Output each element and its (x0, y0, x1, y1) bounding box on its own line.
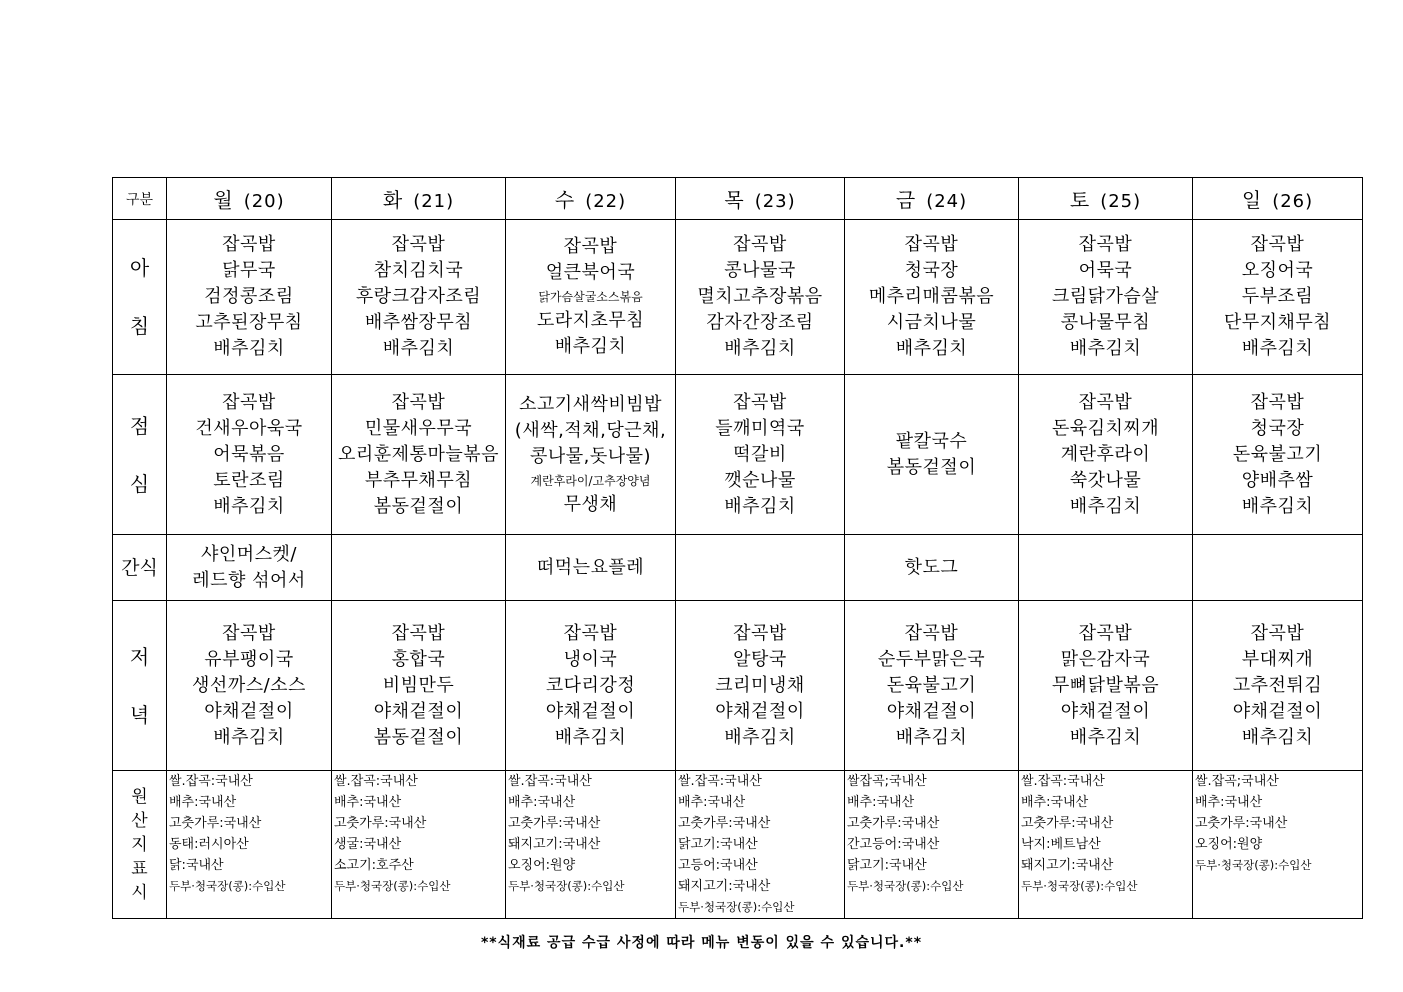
label-char: 녁 (129, 702, 150, 727)
day-date: (21) (413, 191, 455, 212)
menu-item: 메추리매콤볶음 (868, 286, 995, 307)
snack-cell (845, 535, 1019, 601)
menu-item: 야채겉절이 (886, 700, 977, 722)
origin-cell (1019, 771, 1193, 919)
snack-cell (506, 535, 676, 601)
menu-item: 콩나물무침 (1060, 312, 1151, 333)
dinner-cell (1019, 601, 1193, 771)
menu-item: 잡곡밥 (391, 234, 446, 255)
origin-item: 고등어:국내산 (678, 858, 758, 873)
menu-item: 배추김치 (1241, 495, 1314, 517)
menu-item: 계란후라이/고추장양념 (530, 473, 651, 488)
origin-item: 돼지고기:국내산 (678, 879, 771, 894)
day-name: 목 (724, 188, 745, 212)
footer-notice: **식재료 공급 수급 사정에 따라 메뉴 변동이 있을 수 있습니다.** (480, 935, 923, 951)
menu-item: 돈육불고기 (1232, 443, 1323, 465)
day-header-mon (167, 178, 332, 220)
origin-item: 두부·청국장(콩):수입산 (678, 900, 795, 914)
menu-item: 잡곡밥 (1078, 622, 1133, 644)
menu-item: 잡곡밥 (733, 391, 787, 413)
menu-item: 냉이국 (563, 648, 618, 670)
origin-item: 간고등어:국내산 (847, 837, 940, 852)
label-char: 심 (129, 471, 150, 496)
breakfast-cell (845, 220, 1019, 375)
origin-cell (845, 771, 1019, 919)
label-char: 지 (131, 834, 148, 855)
menu-item: 알탕국 (733, 648, 787, 670)
origin-item: 두부·청국장(콩):수입산 (1195, 858, 1312, 872)
dinner-cell (332, 601, 506, 771)
snack-cell (676, 535, 845, 601)
day-date: (22) (585, 191, 627, 212)
menu-item: 시금치나물 (886, 312, 977, 333)
menu-item: 떠먹는요플레 (536, 556, 645, 578)
menu-item: 배추김치 (1069, 726, 1142, 748)
menu-item: 레드향 섞어서 (192, 569, 306, 591)
menu-item: 배추김치 (554, 726, 627, 748)
menu-item: 배추김치 (1069, 495, 1142, 517)
menu-item: 배추김치 (895, 726, 968, 748)
menu-item: 무생채 (563, 493, 618, 515)
menu-item: 야채겉절이 (204, 700, 294, 722)
snack-cell (332, 535, 506, 601)
breakfast-label (113, 220, 167, 375)
menu-item: 부추무채무침 (364, 469, 473, 491)
menu-item: 핫도그 (904, 556, 959, 578)
dinner-cell (506, 601, 676, 771)
day-header-thu (676, 178, 845, 220)
menu-item: 야채겉절이 (373, 700, 464, 722)
origin-cell (1193, 771, 1363, 919)
menu-item: 배추김치 (213, 726, 285, 748)
menu-item: 잡곡밥 (391, 391, 446, 413)
origin-item: 두부·청국장(콩):수입산 (334, 879, 451, 893)
dinner-row (113, 601, 1363, 771)
menu-item: 봄동겉절이 (373, 495, 464, 517)
breakfast-cell (167, 220, 332, 375)
menu-item: 감자간장조림 (706, 312, 814, 333)
breakfast-cell (1019, 220, 1193, 375)
breakfast-cell (332, 220, 506, 375)
menu-item: 어묵볶음 (213, 443, 285, 465)
menu-item: 야채겉절이 (1232, 700, 1323, 722)
snack-cell (1019, 535, 1193, 601)
lunch-cell (676, 375, 845, 535)
menu-item: 배추김치 (724, 726, 796, 748)
menu-item: 샤인머스켓/ (200, 543, 297, 565)
menu-item: 닭가슴살굴소스볶음 (538, 290, 643, 304)
origin-item: 배추:국내산 (334, 795, 402, 810)
dinner-cell (845, 601, 1019, 771)
weekly-menu-table (112, 177, 1363, 919)
origin-item: 소고기:호주산 (334, 858, 414, 873)
dinner-cell (167, 601, 332, 771)
menu-item: 순두부맑은국 (877, 648, 986, 670)
day-date: (23) (754, 191, 796, 212)
origin-row (113, 771, 1363, 919)
origin-item: 동태:러시아산 (169, 837, 249, 852)
origin-item: 두부·청국장(콩):수입산 (508, 879, 625, 893)
menu-item: 생선까스/소스 (192, 674, 306, 696)
menu-item: 민물새우무국 (364, 417, 473, 439)
menu-item: 봄동겉절이 (373, 726, 464, 748)
lunch-cell (1193, 375, 1363, 535)
menu-item: 검정콩조림 (204, 286, 294, 307)
menu-item: 잡곡밥 (733, 622, 787, 644)
menu-item: 얼큰북어국 (545, 262, 636, 283)
origin-label (113, 771, 167, 919)
menu-item: 배추김치 (1241, 726, 1314, 748)
label-char: 시 (131, 882, 148, 903)
menu-item: 배추김치 (554, 336, 627, 357)
menu-item: 배추쌈장무침 (364, 312, 473, 333)
origin-item: 고춧가루:국내산 (1195, 816, 1288, 831)
menu-item: 부대찌개 (1241, 648, 1314, 670)
menu-item: 잡곡밥 (1078, 234, 1133, 255)
origin-cell (676, 771, 845, 919)
menu-item: 떡갈비 (733, 443, 787, 465)
snack-cell (1193, 535, 1363, 601)
menu-item: 잡곡밥 (904, 234, 959, 255)
origin-item: 생굴:국내산 (334, 837, 402, 852)
menu-item: 잡곡밥 (563, 236, 618, 257)
menu-item: 팥칼국수 (895, 430, 968, 452)
label-char: 표 (131, 858, 148, 879)
day-name: 화 (382, 188, 404, 212)
menu-item: 오리훈제통마늘볶음 (338, 443, 499, 465)
lunch-row (113, 375, 1363, 535)
origin-item: 쌀.잡곡:국내산 (169, 774, 253, 789)
menu-item: 건새우아욱국 (195, 417, 303, 439)
menu-item: 야채겉절이 (545, 700, 636, 722)
menu-item: 잡곡밥 (733, 234, 787, 255)
breakfast-cell (1193, 220, 1363, 375)
menu-item: 단무지채무침 (1223, 312, 1332, 333)
menu-item: 청국장 (904, 260, 959, 281)
menu-item: 돈육불고기 (886, 674, 977, 696)
snack-row (113, 535, 1363, 601)
menu-item: 배추김치 (1241, 338, 1314, 359)
day-header-sun (1193, 178, 1363, 220)
origin-item: 고춧가루:국내산 (169, 816, 262, 831)
label-char: 아 (129, 256, 150, 280)
origin-item: 고춧가루:국내산 (678, 816, 771, 831)
day-name: 금 (895, 188, 917, 212)
origin-item: 배추:국내산 (678, 795, 746, 810)
breakfast-cell (676, 220, 845, 375)
origin-item: 배추:국내산 (1195, 795, 1263, 810)
lunch-cell (167, 375, 332, 535)
origin-item: 두부·청국장(콩):수입산 (847, 879, 964, 893)
origin-item: 닭고기:국내산 (847, 858, 927, 873)
menu-item: 고추된장무침 (195, 312, 303, 333)
origin-item: 고춧가루:국내산 (508, 816, 601, 831)
breakfast-row (113, 220, 1363, 375)
origin-item: 고춧가루:국내산 (334, 816, 427, 831)
menu-item: 콩나물,돗나물) (529, 445, 652, 467)
day-name: 월 (213, 188, 234, 212)
origin-item: 배추:국내산 (508, 795, 576, 810)
lunch-cell (1019, 375, 1193, 535)
origin-item: 돼지고기:국내산 (508, 837, 601, 852)
origin-cell (167, 771, 332, 919)
label-char: 침 (129, 314, 150, 338)
origin-cell (506, 771, 676, 919)
day-date: (26) (1272, 191, 1314, 212)
day-header-wed (506, 178, 676, 220)
origin-item: 배추:국내산 (1021, 795, 1089, 810)
menu-item: 잡곡밥 (904, 622, 959, 644)
menu-item: 배추김치 (213, 495, 285, 517)
origin-item: 돼지고기:국내산 (1021, 858, 1114, 873)
origin-item: 배추:국내산 (169, 795, 237, 810)
menu-item: 도라지초무침 (536, 310, 645, 331)
menu-item: 맑은감자국 (1060, 648, 1151, 670)
menu-item: 잡곡밥 (222, 391, 276, 413)
day-date: (25) (1100, 191, 1142, 212)
menu-item: 크리미냉채 (715, 674, 805, 696)
menu-item: 비빔만두 (382, 674, 455, 696)
menu-item: 크림닭가슴살 (1051, 286, 1160, 307)
menu-item: 토란조림 (213, 469, 285, 491)
day-name: 토 (1069, 188, 1091, 212)
menu-item: 잡곡밥 (391, 622, 446, 644)
menu-item: 잡곡밥 (563, 622, 618, 644)
menu-item: 돈육김치찌개 (1051, 417, 1160, 439)
menu-item: 잡곡밥 (1250, 234, 1305, 255)
menu-item: 쑥갓나물 (1069, 469, 1142, 491)
menu-item: 참치김치국 (373, 260, 464, 281)
menu-item: 청국장 (1250, 417, 1305, 439)
corner-label: 구분 (113, 178, 167, 220)
label-char: 산 (131, 810, 148, 831)
menu-item: 야채겉절이 (1060, 700, 1151, 722)
menu-item: 배추김치 (1069, 338, 1142, 359)
label-char: 저 (129, 644, 150, 669)
menu-item: 콩나물국 (724, 260, 796, 281)
dinner-cell (676, 601, 845, 771)
day-name: 일 (1241, 188, 1263, 212)
menu-item: 멸치고추장볶음 (697, 286, 823, 307)
menu-item: 고추전튀김 (1232, 674, 1323, 696)
lunch-cell (332, 375, 506, 535)
label-char: 점 (129, 413, 150, 438)
menu-item: 계란후라이 (1060, 443, 1151, 465)
origin-item: 두부·청국장(콩):수입산 (1021, 879, 1138, 893)
menu-item: 잡곡밥 (1078, 391, 1133, 413)
day-header-fri (845, 178, 1019, 220)
menu-item: 홍합국 (391, 648, 446, 670)
snack-cell (167, 535, 332, 601)
origin-item: 쌀.잡곡:국내산 (1021, 774, 1105, 789)
snack-label (113, 535, 167, 601)
origin-cell (332, 771, 506, 919)
origin-item: 쌀.잡곡:국내산 (678, 774, 762, 789)
menu-item: 잡곡밥 (222, 622, 276, 644)
origin-item: 닭고기:국내산 (678, 837, 758, 852)
origin-item: 오징어:원양 (508, 858, 576, 873)
origin-item: 오징어:원양 (1195, 837, 1263, 852)
lunch-label (113, 375, 167, 535)
menu-item: 무뼈닭발볶음 (1051, 674, 1160, 696)
label-char: 간식 (121, 556, 158, 579)
origin-item: 고춧가루:국내산 (1021, 816, 1114, 831)
menu-item: 배추김치 (213, 338, 285, 359)
menu-item: 잡곡밥 (222, 234, 276, 255)
menu-item: 어묵국 (1078, 260, 1133, 281)
label-char: 원 (131, 786, 148, 807)
origin-item: 고춧가루:국내산 (847, 816, 940, 831)
origin-item: 배추:국내산 (847, 795, 915, 810)
menu-item: 들깨미역국 (715, 417, 805, 439)
menu-item: 봄동겉절이 (886, 456, 977, 478)
day-date: (20) (243, 191, 285, 212)
menu-item: 유부팽이국 (204, 648, 294, 670)
day-date: (24) (926, 191, 968, 212)
menu-item: 야채겉절이 (715, 700, 805, 722)
menu-item: (새싹,적채,당근채, (514, 419, 667, 441)
dinner-cell (1193, 601, 1363, 771)
menu-item: 배추김치 (724, 495, 796, 517)
day-header-tue (332, 178, 506, 220)
origin-item: 낙지:베트남산 (1021, 837, 1101, 852)
dinner-label (113, 601, 167, 771)
menu-item: 두부조림 (1241, 286, 1314, 307)
header-row (113, 178, 1363, 220)
menu-item: 후랑크감자조림 (355, 286, 482, 307)
menu-item: 배추김치 (382, 338, 455, 359)
origin-item: 쌀잡곡;국내산 (847, 774, 927, 789)
lunch-cell (845, 375, 1019, 535)
menu-item: 코다리강정 (545, 674, 636, 696)
origin-item: 닭:국내산 (169, 858, 224, 873)
menu-item: 닭무국 (222, 260, 276, 281)
origin-item: 쌀.잡곡:국내산 (508, 774, 592, 789)
menu-item: 소고기새싹비빔밥 (518, 393, 663, 415)
day-header-sat (1019, 178, 1193, 220)
origin-item: 쌀.잡곡:국내산 (334, 774, 418, 789)
menu-item: 배추김치 (895, 338, 968, 359)
menu-item: 오징어국 (1241, 260, 1314, 281)
menu-item: 잡곡밥 (1250, 622, 1305, 644)
origin-item: 두부·청국장(콩):수입산 (169, 879, 286, 893)
day-name: 수 (554, 188, 576, 212)
menu-item: 깻순나물 (724, 469, 796, 491)
lunch-cell (506, 375, 676, 535)
menu-item: 잡곡밥 (1250, 391, 1305, 413)
breakfast-cell (506, 220, 676, 375)
origin-item: 쌀.잡곡;국내산 (1195, 774, 1279, 789)
menu-item: 배추김치 (724, 338, 796, 359)
menu-item: 양배추쌈 (1241, 469, 1314, 491)
